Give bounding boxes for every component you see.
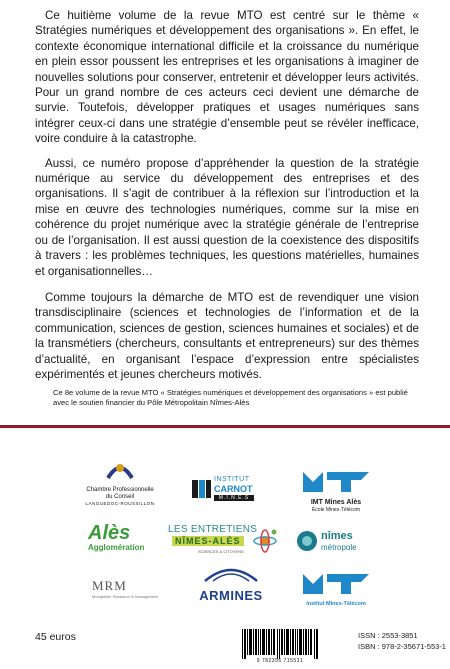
logo-entretiens [168,524,278,558]
barcode-number: 9 782356 715531 [256,658,304,664]
imt-ales-line1: IMT Mines Alès [310,499,362,506]
armines-name: ARMINES [199,588,263,603]
carnot-mark-icon [190,476,212,502]
logo-imt-ales [296,468,376,513]
ales-name: Alès [88,522,131,544]
logo-nimes [296,528,376,558]
main-text [35,8,419,393]
imt-ales-line2: École Mines-Télécom [311,507,361,513]
logo-mrm [92,578,162,599]
paragraph-1: Ce huitième volume de la revue MTO est centré sur le thème « Stratégies numériques et développement des organisations ». En effet, le contexte économique international difficile et la croissance du numérique en plein essor poussent les entreprises et les organisations à imaginer de nouvelles solutions pour conserver, entretenir et développer leurs activités. Pour un grand nombre de ces acteurs ceci devient une démarche de survie. Toutefois, développer pratiques et usages numériques sans intégrer ceux-ci dans une stratégie d’ensemble peut se révéler inefficace, voire conduire à la catastrophe. [35,9,419,146]
entretiens-line2: NÎMES-ALÈS [172,536,244,546]
imt-line1: Institut Mines-Télécom [306,601,366,607]
nimes-mark-icon [296,530,318,552]
nimes-sub: métropole [321,543,357,552]
entretiens-line3: SCIENCES & CITOYENS [198,549,244,554]
paragraph-3: Comme toujours la démarche de MTO est de revendiquer une vision transdisciplinaire (sciences et technologies de l’information et de la communication, sciences de gestion, sciences humaines et sociales) et de la transmétiers (chercheurs, consultants et entrepreneurs) sur des thèmes d’actualité, en organisant l’espace d’expression entre spécialistes expérimentés et jeunes chercheurs motivés. [35,290,419,381]
chambre-line3: LANGUEDOC-ROUSSILLON [85,501,155,506]
barcode-icon [240,629,320,659]
ales-sub: Agglomération [88,543,145,552]
logo-imt [296,570,376,607]
atom-icon [252,526,278,556]
logo-chambre [80,458,160,507]
imt-ales-mark-icon [301,468,371,494]
issn-isbn-block [358,630,446,652]
carnot-line1: INSTITUT [214,476,250,483]
funding-note: Ce 8e volume de la revue MTO « Stratégies numériques et développement des organisations » est publié avec le soutien financier du Pôle Métropolitain Nîmes-Alès [53,388,408,407]
carnot-line2: CARNOT [214,484,253,494]
logo-carnot [190,476,265,504]
chambre-line1: Chambre Professionnelle [86,487,154,493]
mrm-sub: Montpellier Research in Management [92,594,159,599]
chambre-line2: du Conseil [105,494,135,500]
nimes-name: nîmes [321,530,353,542]
paragraph-2: Aussi, ce numéro propose d’appréhender la question de la stratégie numérique au service du développement des entreprises et des organisations. Il s’agit de contribuer à la réflexion sur l’introduction et la mise en œuvre des technologies numériques, comme sur la mise en cohérence du projet numérique avec la stratégie générale de l’entreprise ou de l’organisation. Il est aussi question de la coexistence des dispositifs à travers : les problèmes techniques, les questions matérielles, humaines et organisationnelles… [35,156,419,278]
armines-arc-icon [201,563,261,583]
issn: ISSN : 2553-3851 [358,631,418,640]
price: 45 euros [35,631,76,643]
entretiens-line1: LES ENTRETIENS [168,524,258,535]
logo-armines [186,563,276,603]
mrm-name: MRM [92,578,127,593]
partner-logos [0,428,450,608]
chambre-emblem-icon [100,458,140,482]
isbn: ISBN : 978-2-35671-553-1 [358,642,446,651]
logo-ales [88,523,158,552]
imt-mark-icon [301,570,371,596]
carnot-line3: M.I.N.E.S [214,495,254,501]
